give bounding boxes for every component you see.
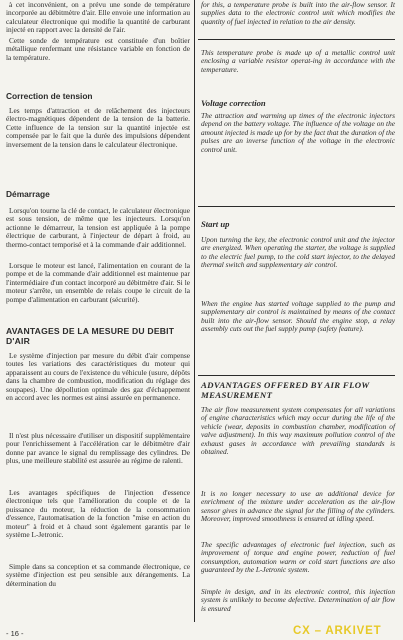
- paragraph-avantages-1-fr: Le système d'injection par mesure du débit d'air compense toutes les variations des caractéristiques du moteur qui apparaissent au cours de l'existence du véhicule (usure, dépôts dans la chambre de combustion, modification du réglage des soupapes). Une dépollution optimale des gaz d'échappement en accord avec les normes est ainsi assurée en permanence.: [6, 351, 190, 403]
- paragraph-startup-1-en: Upon turning the key, the electronic control unit and the injector are energized. When operating the starter, the voltage is supplied to the electric fuel pump, to the cold start injector, to the delayed thermal switch and supplementary air control.: [201, 235, 395, 270]
- paragraph-advantages-3-en: The specific advantages of electronic fuel injection, such as improvement of torque and engine power, reduction of fuel consumption, automation warm or cold start functions are also guaranteed by the L-Jetronic system.: [201, 540, 395, 575]
- section-rule: [198, 39, 395, 40]
- paragraph-advantages-1-en: The air flow measurement system compensates for all variations of engine characteristics which may occur during the life of the vehicle (wear, deposits in combustion chamber, modification of valve adjustment). In this way maximum pollution control of the exhaust gases in accordance with prevailing standards is obtained.: [201, 405, 395, 457]
- heading-correction-tension: Correction de tension: [6, 91, 93, 101]
- section-rule: [198, 206, 395, 207]
- paragraph-voltage-en: The attraction and warming up times of the electronic injectors depend on the battery voltage. The influence of the voltage on the amount injected is made up for by the fact that the duration of the pulses are an inverse function of the voltage in the electronic control unit.: [201, 111, 395, 154]
- paragraph-intro-fr: à cet inconvénient, on a prévu une sonde de température incorporée au débitmètre d'air. Elle envoie une information au calculateur électronique qui modifie la quantité de carburant injecté en rapport avec la densité de l'air.: [6, 0, 190, 35]
- heading-advantages: ADVANTAGES OFFERED BY AIR FLOW MEASUREMENT: [201, 380, 370, 401]
- paragraph-simple-en: Simple in design, and in its electronic control, this injection system is unlikely to become defective. Determination of air flow is ensured: [201, 587, 395, 613]
- column-divider: [194, 0, 195, 622]
- paragraph-sonde-fr: Cette sonde de température est constituée d'un boîtier métallique renfermant une résistance variable en fonction de la température.: [6, 36, 190, 62]
- heading-voltage-correction: Voltage correction: [201, 98, 266, 108]
- paragraph-advantages-2-en: It is no longer necessary to use an additional device for enrichment of the mixture under acceleration as the air-flow sensor gives in advance the signal for the filling of the cylinders. Moreover, improved smoothness is ensured at idling speed.: [201, 489, 395, 524]
- heading-start-up: Start up: [201, 219, 230, 229]
- paragraph-correction-fr: Les temps d'attraction et de relâchement des injecteurs électro-magnétiques dépendent de la tension de la batterie. Cette influence de la tension sur la quantité injectée est compensée par le fait que la durée des impulsions dépendent inversement de la tension dans le calculateur électronique.: [6, 106, 190, 149]
- heading-avantages: AVANTAGES DE LA MESURE DU DEBIT D'AIR: [6, 326, 175, 346]
- paragraph-avantages-3-fr: Les avantages spécifiques de l'injection d'essence électronique tels que l'amélioration du couple et de la puissance du moteur, la réduction de la consommation d'essence, l'automatisation de la fonction "mise en action du moteur" à froid et à chaud sont également garantis par le système L-Jetronic.: [6, 488, 190, 540]
- paragraph-avantages-2-fr: Il n'est plus nécessaire d'utiliser un dispositif supplémentaire pour l'enrichissement à l'accélération car le débitmètre d'air donne par avance le signal du remplissage des cylindres. De plus, une meilleure stabilité est assurée au régime de ralenti.: [6, 431, 190, 466]
- paragraph-probe-en: This temperature probe is made up of a metallic control unit enclosing a variable resistor operat-ing in accordance with the temperature.: [201, 48, 395, 74]
- paragraph-simple-fr: Simple dans sa conception et sa commande électronique, ce système d'injection est peu sensible aux dérangements. La détermination du: [6, 562, 190, 588]
- heading-demarrage: Démarrage: [6, 189, 50, 199]
- paragraph-startup-2-en: When the engine has started voltage supplied to the pump and supplementary air control is maintained by means of the contact built into the air-flow sensor. Should the engine stop, a relay assembly cuts out the fuel supply pump (safety feature).: [201, 299, 395, 334]
- section-rule: [198, 375, 395, 376]
- page-number: - 16 -: [6, 629, 24, 638]
- archive-watermark: CX – ARKIVET: [293, 625, 382, 637]
- paragraph-intro-en: for this, a temperature probe is built into the air-flow sensor. It supplies data to the electronic control unit which modifies the quantity of fuel injected in relation to the air density.: [201, 0, 395, 26]
- paragraph-demarrage-2-fr: Lorsque le moteur est lancé, l'alimentation en courant de la pompe et de la commande d'air additionnel est maintenue par l'intermédiaire d'un contact incorporé au débitmètre d'air. Si le moteur s'arrête, un ensemble de relais coupe le circuit de la pompe d'alimentation en carburant (sécurité).: [6, 261, 190, 304]
- paragraph-demarrage-1-fr: Lorsqu'on tourne la clé de contact, le calculateur électronique est sous tension, de même que les injecteurs. Lorsqu'on actionne le démarreur, la tension est appliquée à la pompe électrique de carburant, à l'injecteur de départ à froid, au thermo-contact temporisé et à la commande d'air additionnel.: [6, 206, 190, 249]
